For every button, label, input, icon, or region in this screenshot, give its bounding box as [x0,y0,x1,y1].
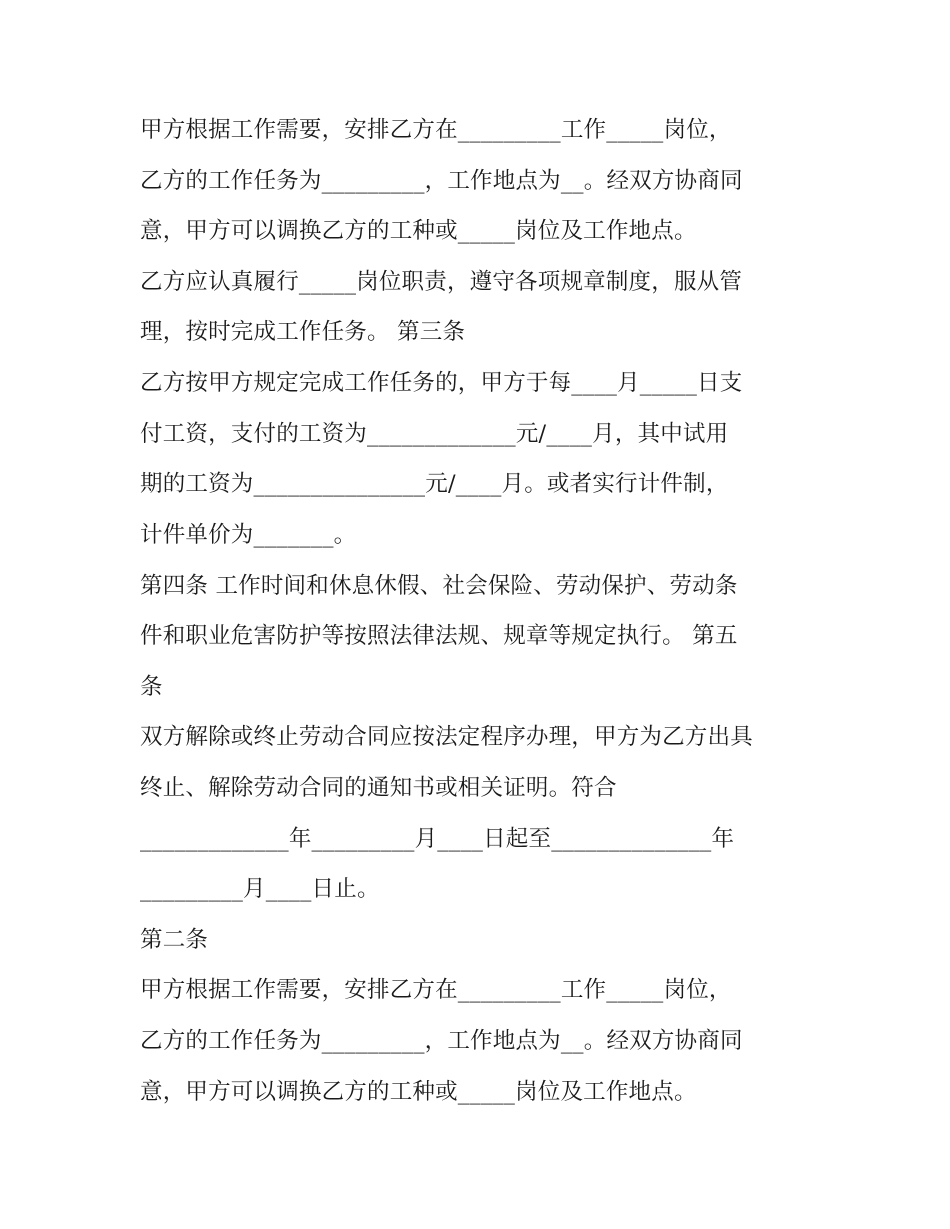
paragraph-line: 期的工资为_______________元/____月。或者实行计件制， [140,471,729,497]
paragraph-line: 乙方应认真履行_____岗位职责，遵守各项规章制度，服从管 [140,269,743,295]
paragraph-line: 第四条 工作时间和休息休假、社会保险、劳动保护、劳动条 [140,573,738,599]
paragraph-line: 甲方根据工作需要，安排乙方在_________工作_____岗位， [140,117,732,143]
paragraph-line: 乙方的工作任务为_________，工作地点为__。经双方协商同 [140,1028,743,1054]
section-heading: 第二条 [140,927,209,953]
paragraph-line: 条 [140,674,163,700]
paragraph-line: 双方解除或终止劳动合同应按法定程序办理，甲方为乙方出具 [140,724,753,750]
paragraph-line: _____________年_________月____日起至______________年 [140,826,735,852]
paragraph-line: 乙方的工作任务为_________，工作地点为__。经双方协商同 [140,168,743,194]
paragraph-line: 付工资，支付的工资为_____________元/____月，其中试用 [140,421,729,447]
paragraph-line: 意，甲方可以调换乙方的工种或_____岗位及工作地点。 [140,218,697,244]
paragraph-line: 计件单价为_______。 [140,522,357,548]
paragraph-line: 甲方根据工作需要，安排乙方在_________工作_____岗位， [140,977,732,1003]
paragraph-line: 意，甲方可以调换乙方的工种或_____岗位及工作地点。 [140,1079,697,1105]
paragraph-line: 终止、解除劳动合同的通知书或相关证明。符合 [140,775,617,801]
paragraph-line: 理，按时完成工作任务。 第三条 [140,319,466,345]
paragraph-line: 乙方按甲方规定完成工作任务的，甲方于每____月_____日支 [140,370,743,396]
paragraph-line: 件和职业危害防护等按照法律法规、规章等规定执行。 第五 [140,623,738,649]
paragraph-line: _________月____日止。 [140,876,380,902]
